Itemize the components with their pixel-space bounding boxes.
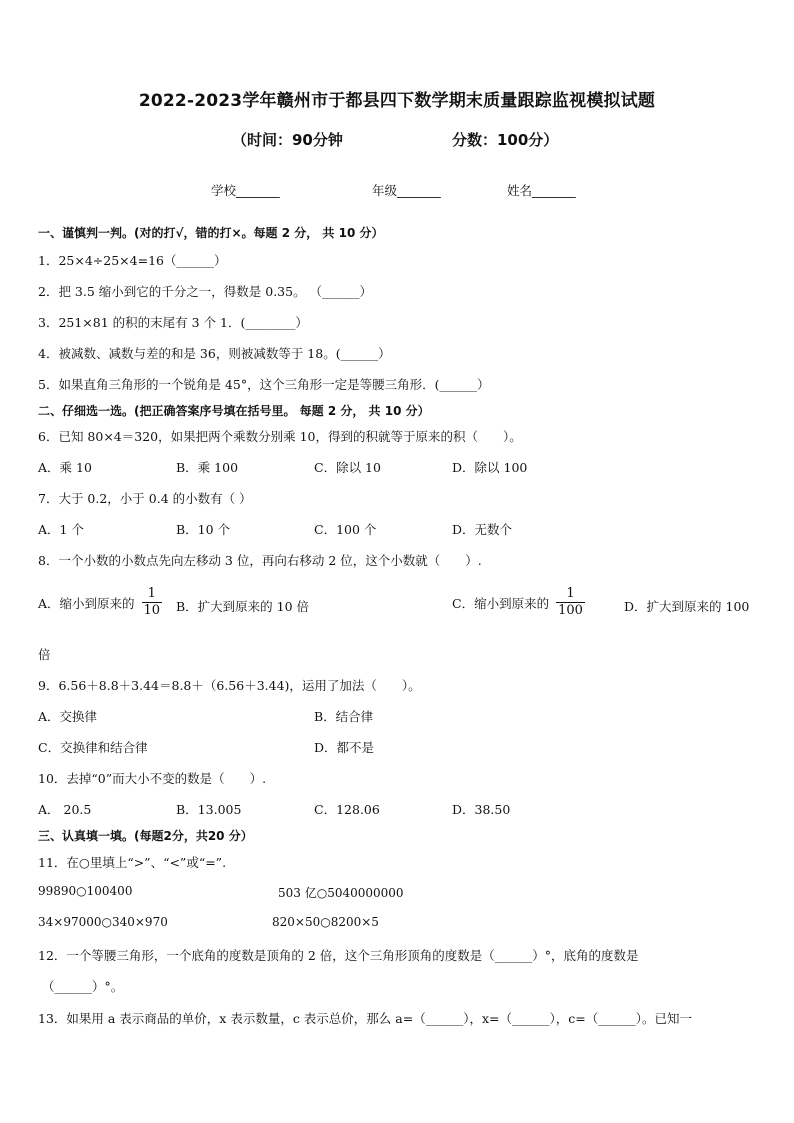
question-6: 6．已知 80×4＝320，如果把两个乘数分别乘 10，得到的积就等于原来的积（ ）。 <box>38 429 522 444</box>
q8-option-c-fraction <box>556 586 585 620</box>
q9-option-a: A．交换律 <box>38 709 98 724</box>
q8-option-a-fraction <box>142 586 163 620</box>
question-4: 4．被减数、减数与差的和是 36，则被减数等于 18。(______） <box>38 346 391 361</box>
q10-option-c: C．128.06 <box>314 802 380 817</box>
q7-option-b: B．10 个 <box>176 522 231 537</box>
section-2-heading: 二、仔细选一选。(把正确答案序号填在括号里。 每题 2 分， 共 10 分） <box>38 404 430 418</box>
q10-option-a: A． 20.5 <box>38 802 92 817</box>
name-field: 姓名_______ <box>507 183 576 198</box>
question-2: 2．把 3.5 缩小到它的千分之一，得数是 0.35。 （______） <box>38 284 373 299</box>
q8-option-a-denominator: 10 <box>143 603 161 619</box>
question-13: 13．如果用 a 表示商品的单价，x 表示数量，c 表示总价，那么 a=（______），x=（______），c=（______）。已知一 <box>38 1011 692 1026</box>
q8-option-c-numerator: 1 <box>566 586 575 601</box>
section-1-heading: 一、谨慎判一判。(对的打√，错的打×。每题 2 分， 共 10 分） <box>38 226 384 240</box>
grade-field: 年级_______ <box>372 183 441 198</box>
q7-option-a: A．1 个 <box>38 522 84 537</box>
q7-option-c: C．100 个 <box>314 522 377 537</box>
q11-item-4: 820×50○8200×5 <box>272 915 379 929</box>
q10-option-b: B．13.005 <box>176 802 242 817</box>
q9-option-c: C．交换律和结合律 <box>38 740 148 755</box>
question-10: 10．去掉“0”而大小不变的数是（ ）. <box>38 771 267 786</box>
q6-option-d: D．除以 100 <box>452 460 528 475</box>
q9-option-d: D．都不是 <box>314 740 375 755</box>
q8-option-a-numerator: 1 <box>147 586 156 601</box>
exam-time: （时间：90分钟 <box>232 131 343 149</box>
question-1: 1．25×4÷25×4=16（______） <box>38 253 227 268</box>
question-5: 5．如果直角三角形的一个锐角是 45°，这个三角形一定是等腰三角形．(______） <box>38 377 490 392</box>
question-3: 3．251×81 的积的末尾有 3 个 1．(________） <box>38 315 308 330</box>
q9-option-b: B．结合律 <box>314 709 374 724</box>
question-8: 8．一个小数的小数点先向左移动 3 位，再向右移动 2 位，这个小数就（ ）. <box>38 553 482 568</box>
q6-option-b: B．乘 100 <box>176 460 239 475</box>
q8-option-d: D．扩大到原来的 100 <box>624 599 750 614</box>
question-7: 7．大于 0.2，小于 0.4 的小数有（ ） <box>38 491 252 506</box>
section-3-heading: 三、认真填一填。(每题2分，共20 分） <box>38 829 253 843</box>
q7-option-d: D．无数个 <box>452 522 513 537</box>
q8-option-b: B．扩大到原来的 10 倍 <box>176 599 310 614</box>
q6-option-a: A．乘 10 <box>38 460 92 475</box>
question-12: 12．一个等腰三角形，一个底角的度数是顶角的 2 倍，这个三角形顶角的度数是（______）°，底角的度数是 <box>38 948 639 963</box>
school-field: 学校_______ <box>211 183 280 198</box>
question-11: 11．在○里填上“>”、“<”或“=”. <box>38 855 227 870</box>
question-12-continued: （______）°。 <box>42 979 124 994</box>
q11-item-3: 34×97000○340×970 <box>38 915 168 929</box>
page-title: 2022-2023学年赣州市于都县四下数学期末质量跟踪监视模拟试题 <box>138 91 656 111</box>
q8-option-c-denominator: 100 <box>558 603 583 619</box>
exam-score: 分数：100分） <box>452 131 559 149</box>
q8-option-d-continued: 倍 <box>38 647 51 662</box>
q6-option-c: C．除以 10 <box>314 460 381 475</box>
q8-option-a <box>38 586 165 620</box>
q8-option-c <box>452 586 588 620</box>
q11-item-1: 99890○100400 <box>38 884 133 898</box>
q8-option-c-label: C．缩小到原来的 <box>452 595 550 611</box>
question-9: 9．6.56＋8.8＋3.44＝8.8＋（6.56＋3.44)，运用了加法（ ）。 <box>38 678 421 693</box>
q11-item-2: 503 亿○5040000000 <box>278 886 404 900</box>
q10-option-d: D．38.50 <box>452 802 511 817</box>
q8-option-a-label: A．缩小到原来的 <box>38 595 135 611</box>
